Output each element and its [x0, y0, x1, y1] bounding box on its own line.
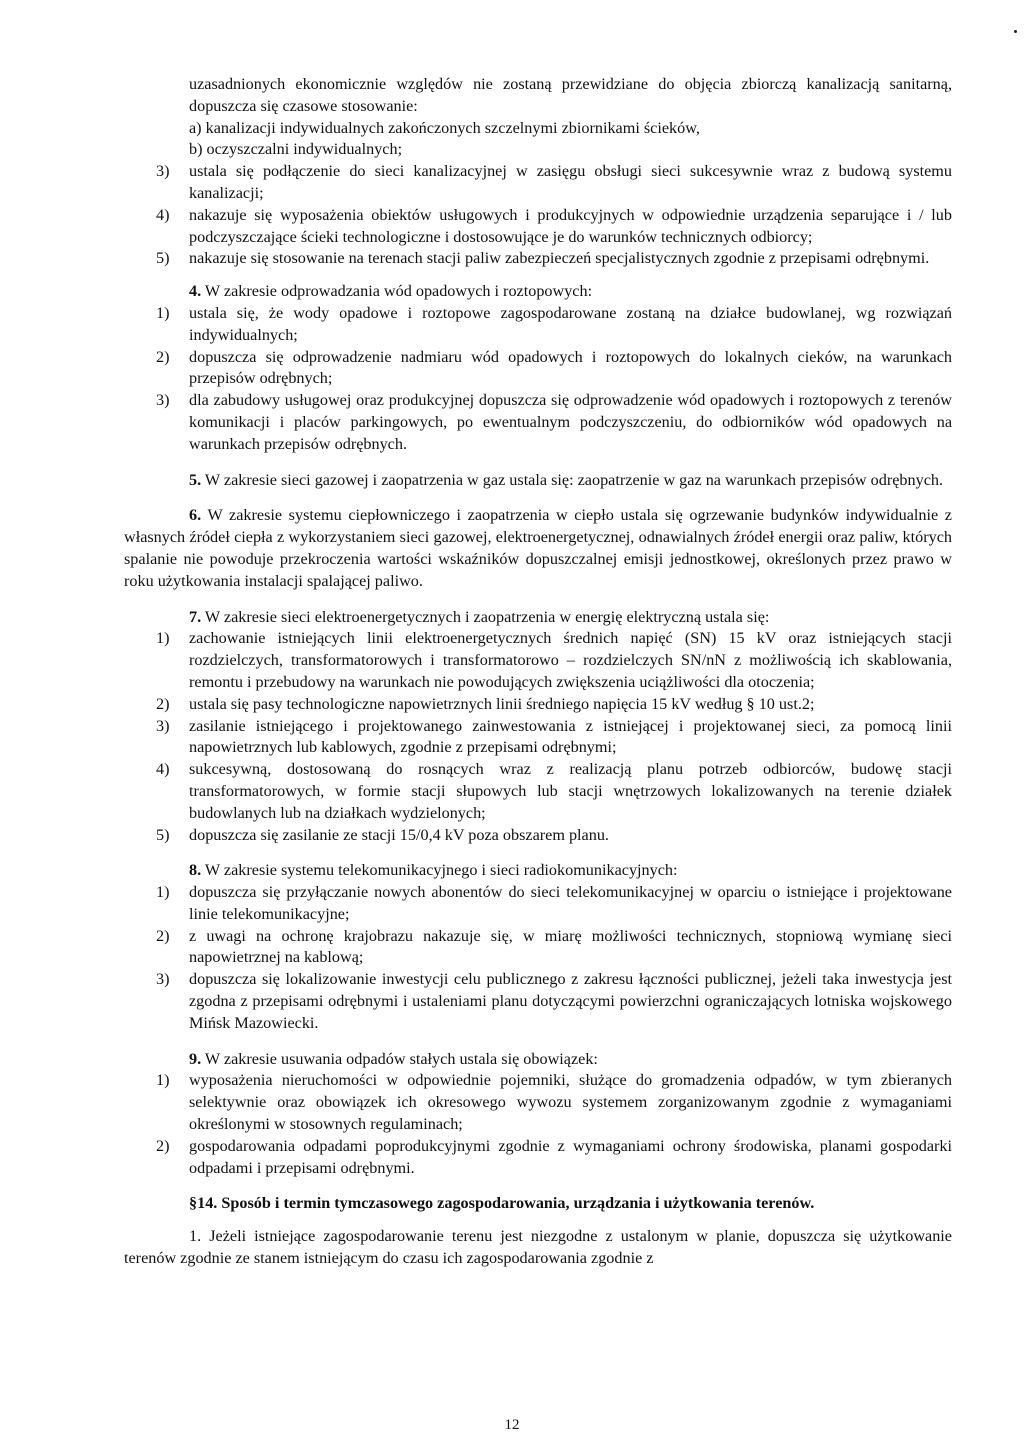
list-item: 2) gospodarowania odpadami poprodukcyjnymi zgodnie z wymaganiami ochrony środowiska, planami gospodarki odpadami i przepisami odrębnymi.	[156, 1136, 952, 1177]
list-item: 2) z uwagi na ochronę krajobrazu nakazuje się, w miarę możliwości technicznych, stopniową wymianę sieci napowietrznej na kablową;	[156, 926, 952, 967]
page-number: 12	[504, 1417, 520, 1433]
sewage-list	[124, 161, 952, 270]
section-8-title: 8. W zakresie systemu telekomunikacyjnego i sieci radiokomunikacyjnych:	[189, 861, 678, 880]
list-item: 1) wyposażenia nieruchomości w odpowiednie pojemniki, służące do gromadzenia odpadów, w tym zbieranych selektywnie oraz obowiązek ich okresowego wywozu systemem zorganizowanym zgodnie z wymaganiami określonymi w stosownych regulaminach;	[156, 1071, 952, 1134]
list-item: 5) dopuszcza się zasilanie ze stacji 15/0,4 kV poza obszarem planu.	[156, 825, 609, 844]
list-item: 3) dla zabudowy usługowej oraz produkcyjnej dopuszcza się odprowadzenie wód opadowych i roztopowych z terenów komunikacji i placów parkingowych, po ewentualnym podczyszczeniu, do odbiorników wód opadowych na warunkach przepisów odrębnych.	[156, 391, 952, 453]
section-14-heading: §14. Sposób i termin tymczasowego zagospodarowania, urządzania i użytkowania terenów.	[189, 1194, 815, 1213]
intro-paragraph: uzasadnionych ekonomicznie względów nie zostaną przewidziane do objęcia zbiorczą kanalizacją sanitarną, dopuszcza się czasowe stosowanie:	[189, 75, 952, 115]
section-14-paragraph-1: 1. Jeżeli istniejące zagospodarowanie terenu jest niezgodne z ustalonym w planie, dopuszcza się użytkowanie terenów zgodnie ze stanem istniejącym do czasu ich zagospodarowania zgodnie z	[124, 1227, 952, 1268]
list-item: 3) dopuszcza się lokalizowanie inwestycji celu publicznego z zakresu łączności publicznej, jeżeli taka inwestycja jest zgodna z przepisami odrębnymi i ustaleniami planu dotyczącymi powierzchni ograniczających lotniska wojskowego Mińsk Mazowiecki.	[156, 970, 952, 1032]
list-item: 1) zachowanie istniejących linii elektroenergetycznych średnich napięć (SN) 15 kV oraz istniejących stacji rozdzielczych, transformatorowych i transformatorowo – rozdzielczych SN/nN z możliwością ich skablowania, remontu i przebudowy na warunkach nie powodujących zwiększenia uciążliwości dla otoczenia;	[156, 629, 952, 691]
scan-speck	[1014, 30, 1017, 33]
list-item: 1) ustala się, że wody opadowe i roztopowe zagospodarowane zostaną na działce budowlanej, wg rozwiązań indywidualnych;	[156, 303, 952, 344]
list-item: 5) nakazuje się stosowanie na terenach stacji paliw zabezpieczeń specjalistycznych zgodnie z przepisami odrębnymi.	[156, 249, 930, 268]
section-4-list	[124, 303, 952, 456]
list-item: 4) nakazuje się wyposażenia obiektów usługowych i produkcyjnych w odpowiednie urządzenia separujące i / lub podczyszczające ścieki technologiczne i dostosowujące je do warunków technicznych odbiorcy;	[156, 205, 952, 246]
list-item: 3) zasilanie istniejącego i projektowanego zainwestowania z istniejącej i projektowanej sieci, za pomocą linii napowietrznych lub kablowych, zgodnie z przepisami odrębnymi;	[156, 716, 952, 757]
section-9-list	[124, 1070, 952, 1179]
section-7-list	[124, 628, 952, 846]
list-item: 4) sukcesywną, dostosowaną do rosnących wraz z realizacją planu potrzeb odbiorców, budowę stacji transformatorowych, w formie stacji słupowych lub stacji wnętrzowych lokalizowanych na terenie działek budowlanych lub na działkach wydzielonych;	[156, 760, 952, 822]
list-item: 3) ustala się podłączenie do sieci kanalizacyjnej w zasięgu obsługi sieci sukcesywnie wraz z budową systemu kanalizacji;	[156, 162, 952, 202]
list-item: 1) dopuszcza się przyłączanie nowych abonentów do sieci telekomunikacyjnej w oparciu o istniejące i projektowane linie telekomunikacyjne;	[156, 883, 952, 923]
list-item: 2) dopuszcza się odprowadzenie nadmiaru wód opadowych i roztopowych do lokalnych cieków, na warunkach przepisów odrębnych;	[156, 347, 952, 388]
intro-option-b: b) oczyszczalni indywidualnych;	[189, 140, 403, 159]
list-item: 2) ustala się pasy technologiczne napowietrznych linii średniego napięcia 15 kV według § 10 ust.2;	[156, 694, 815, 713]
document-body	[124, 74, 952, 1270]
section-8-list	[124, 882, 952, 1035]
section-6-paragraph: 6. W zakresie systemu ciepłowniczego i zaopatrzenia w ciepło ustala się ogrzewanie budynków indywidualnie z własnych źródeł ciepła z wykorzystaniem sieci gazowej, elektroenergetycznej, odnawialnych źródeł energii oraz paliw, których spalanie nie powoduje przekroczenia wartości wskaźników dopuszczalnej emisji jednostkowej, określonych przez prawo w roku użytkowania instalacji spalającej paliwo.	[124, 506, 952, 590]
intro-option-a: a) kanalizacji indywidualnych zakończonych szczelnymi zbiornikami ścieków,	[189, 118, 700, 137]
section-4-title: 4. W zakresie odprowadzania wód opadowych i roztopowych:	[189, 282, 593, 301]
section-5-paragraph: 5. W zakresie sieci gazowej i zaopatrzenia w gaz ustala się: zaopatrzenie w gaz na warunkach przepisów odrębnych.	[189, 470, 944, 489]
section-7-title: 7. W zakresie sieci elektroenergetycznych i zaopatrzenia w energię elektryczną ustala się:	[189, 607, 770, 626]
section-9-title: 9. W zakresie usuwania odpadów stałych ustala się obowiązek:	[189, 1049, 598, 1068]
